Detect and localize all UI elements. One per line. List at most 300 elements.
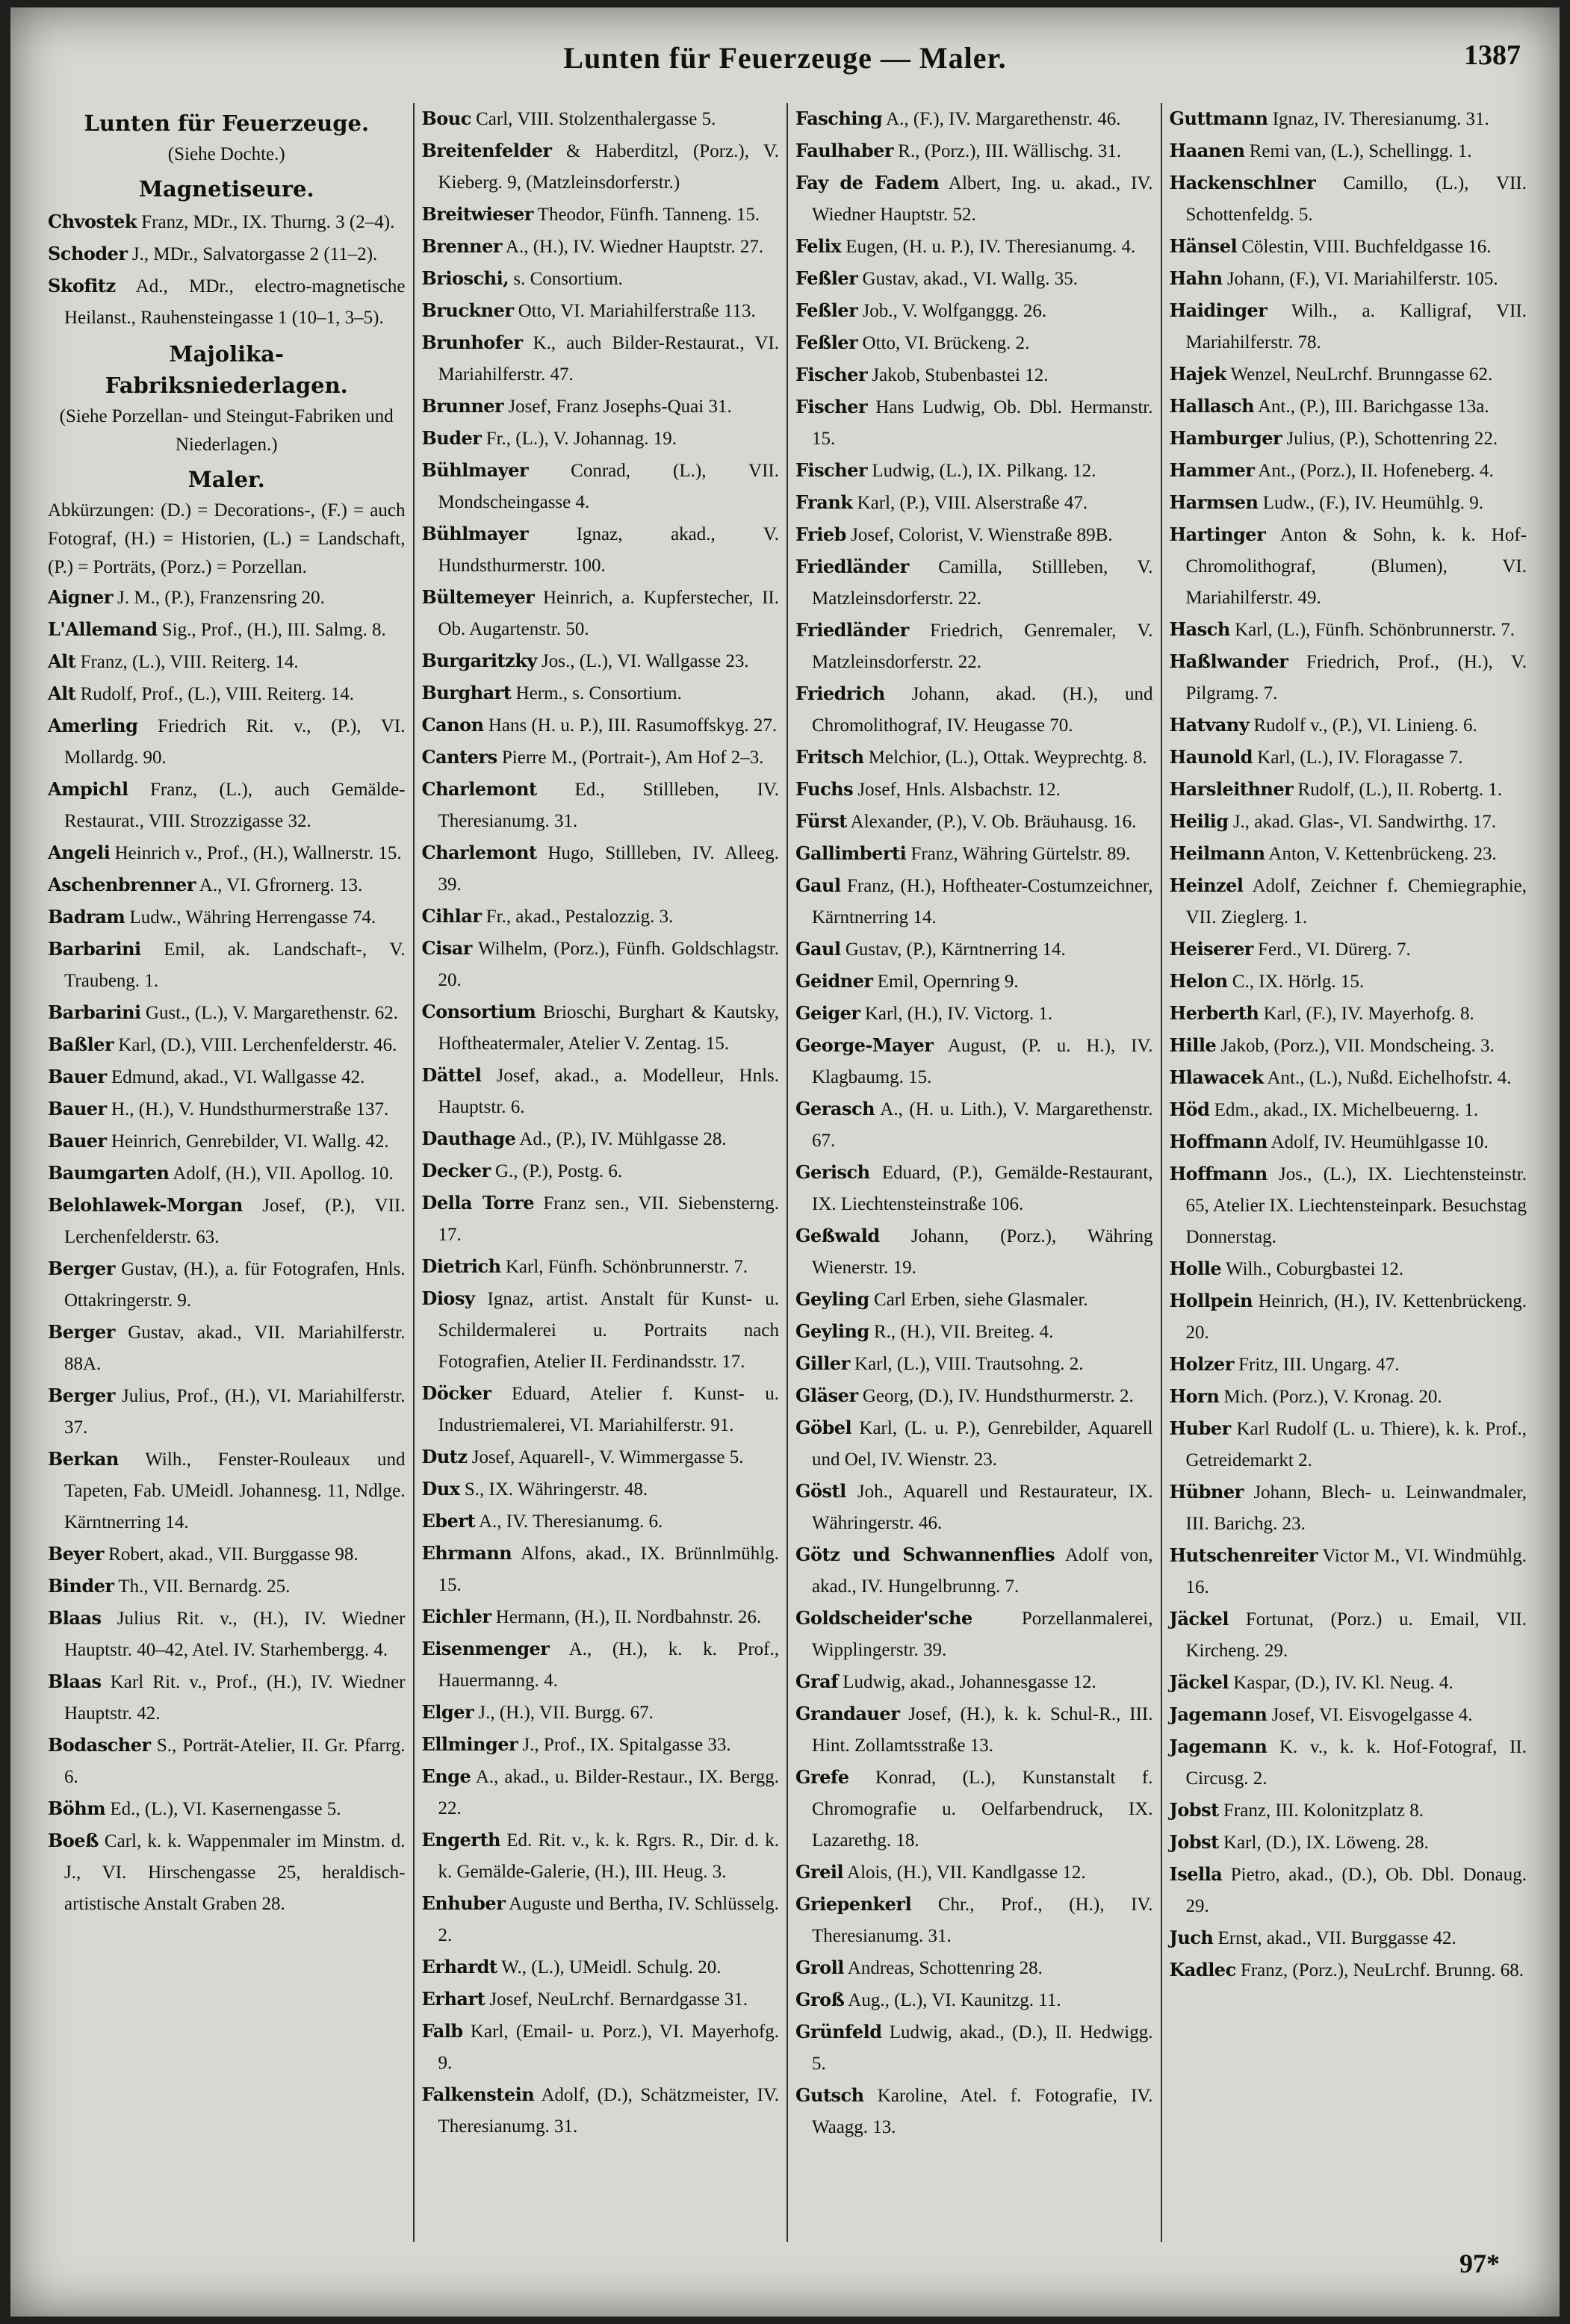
- directory-entry: [48, 206, 406, 238]
- directory-entry: [1170, 1030, 1527, 1062]
- cross-reference-note: (Siehe Porzellan- und Steingut-Fabriken und Niederlagen.): [59, 406, 394, 455]
- entry-details: Carl, k. k. Wappenmaler im Minstm. d. J., VI. Hirschengasse 25, heraldisch-artistische Anstalt Graben 28.: [64, 1831, 406, 1914]
- directory-entry: [48, 238, 406, 270]
- entry-details: A., VI. Gfrornerg. 13.: [195, 875, 363, 895]
- directory-entry: [795, 998, 1153, 1030]
- directory-entry: [1170, 933, 1527, 966]
- entry-name: Frank: [795, 491, 853, 513]
- directory-entry: [795, 1539, 1153, 1603]
- section-heading: Majolika-Fabriksniederlagen.: [105, 341, 348, 398]
- directory-entry: [422, 1729, 780, 1761]
- entry-details: Alfons, akad., IX. Brünnlmühlg. 15.: [438, 1544, 779, 1595]
- directory-entry: [795, 1476, 1153, 1539]
- entry-details: Sig., Prof., (H.), III. Salmg. 8.: [157, 620, 386, 640]
- entry-name: Charlemont: [421, 778, 537, 800]
- directory-entry: [795, 2080, 1153, 2143]
- entry-name: Elger: [421, 1701, 474, 1723]
- directory-entry: [795, 455, 1153, 487]
- entry-name: Götz und Schwannenflies: [795, 1544, 1055, 1565]
- entry-details: & Haberditzl, (Porz.), V. Kieberg. 9, (Matzleinsdorferstr.): [438, 141, 779, 193]
- directory-entry: [795, 1412, 1153, 1476]
- directory-entry: [422, 1697, 780, 1729]
- entry-details: August, (P. u. H.), IV. Klagbaumg. 15.: [812, 1036, 1153, 1087]
- directory-entry: [422, 1441, 780, 1473]
- directory-entry: [795, 615, 1153, 678]
- entry-details: Karl, (L.), Fünfh. Schönbrunnerstr. 7.: [1229, 620, 1515, 640]
- directory-entry: [422, 1187, 780, 1251]
- directory-entry: [795, 678, 1153, 742]
- directory-entry: [48, 837, 406, 869]
- entry-name: Blaas: [48, 1671, 102, 1692]
- directory-entry: [795, 1093, 1153, 1157]
- entry-name: Höd: [1169, 1099, 1210, 1120]
- entry-name: Hackenschlner: [1169, 172, 1316, 193]
- entry-details: Franz, (Porz.), NeuLrchf. Brunng. 68.: [1235, 1960, 1524, 1980]
- entry-details: Gustav, akad., VI. Wallg. 35.: [857, 269, 1078, 289]
- entry-details: Ludwig, akad., Johannesgasse 12.: [838, 1672, 1096, 1692]
- entry-name: Dättel: [421, 1064, 482, 1086]
- entry-name: Boeß: [48, 1830, 99, 1851]
- entry-details: Anton, V. Kettenbrückeng. 23.: [1265, 844, 1497, 864]
- directory-entry: [1170, 1795, 1527, 1827]
- entry-details: Remi van, (L.), Schellingg. 1.: [1244, 141, 1472, 161]
- entry-details: Fr., akad., Pestalozzig. 3.: [481, 907, 674, 927]
- directory-entry: [795, 1348, 1153, 1380]
- entry-details: Ignaz, artist. Anstalt für Kunst- u. Schildermalerei u. Portraits nach Fotografien, Atelier II. Ferdinandsstr. 17.: [438, 1289, 779, 1372]
- entry-name: Faulhaber: [795, 140, 894, 161]
- entry-details: Joh., Aquarell und Restaurateur, IX. Währingerstr. 46.: [812, 1482, 1153, 1533]
- entry-details: Franz, III. Kolonitzplatz 8.: [1218, 1801, 1424, 1821]
- entry-details: Gust., (L.), V. Margarethenstr. 62.: [140, 1003, 399, 1023]
- entry-details: Th., VII. Bernardg. 25.: [114, 1576, 291, 1597]
- entry-details: Gustav, akad., VII. Mariahilferstr. 88A.: [64, 1323, 406, 1374]
- entry-name: Cisar: [421, 937, 472, 959]
- directory-entry: [1170, 1349, 1527, 1381]
- entry-name: Haßlwander: [1169, 650, 1288, 672]
- entry-details: Gustav, (P.), Kärntnerring 14.: [840, 939, 1066, 960]
- directory-entry: [422, 1283, 780, 1378]
- directory-entry: [1170, 1062, 1527, 1094]
- directory-entry: [795, 1030, 1153, 1093]
- entry-name: Griepenkerl: [795, 1893, 912, 1915]
- directory-entry: [48, 270, 406, 334]
- entry-details: s. Consortium.: [509, 269, 623, 289]
- entry-details: Josef, Franz Josephs-Quai 31.: [503, 397, 732, 417]
- entry-name: Fritsch: [795, 746, 864, 768]
- entry-name: Engerth: [421, 1829, 500, 1851]
- directory-entry: [48, 1570, 406, 1603]
- running-head: Lunten für Feuerzeuge — Maler.: [563, 41, 1007, 75]
- entry-details: Jos., (L.), IX. Liechtensteinstr. 65, Atelier IX. Liechtensteinpark. Besuchstag Donnerstag.: [1185, 1164, 1527, 1247]
- directory-entry: [422, 1251, 780, 1283]
- directory-entry: [795, 1284, 1153, 1316]
- columns: [40, 103, 1534, 2242]
- column-1: [40, 103, 415, 2242]
- entry-details: Adolf von, akad., IV. Hungelbrunng. 7.: [812, 1545, 1153, 1597]
- directory-entry: [422, 1060, 780, 1123]
- entry-details: Franz, (L.), auch Gemälde-Restaurat., VIII. Strozzigasse 32.: [64, 780, 406, 831]
- entry-name: Gaul: [795, 874, 841, 896]
- directory-entry: [795, 551, 1153, 615]
- entry-name: Haidinger: [1169, 299, 1268, 321]
- entry-details: Albert, Ing. u. akad., IV. Wiedner Hauptstr. 52.: [812, 173, 1153, 225]
- directory-entry: [1170, 646, 1527, 709]
- entry-name: Fuchs: [795, 778, 854, 800]
- directory-entry: [422, 327, 780, 391]
- entry-details: Adolf, (H.), VII. Apollog. 10.: [169, 1163, 394, 1184]
- entry-name: Haunold: [1169, 746, 1253, 768]
- entry-details: Ignaz, IV. Theresianumg. 31.: [1268, 109, 1489, 129]
- entry-details: J. M., (P.), Franzensring 20.: [112, 588, 325, 608]
- entry-details: Ferd., VI. Dürerg. 7.: [1253, 939, 1411, 960]
- directory-entry: [1170, 870, 1527, 933]
- directory-entry: [795, 167, 1153, 231]
- entry-details: Karl, (D.), VIII. Lerchenfelderstr. 46.: [114, 1035, 397, 1055]
- entry-details: Jos., (L.), VI. Wallgasse 23.: [536, 651, 749, 671]
- directory-entry: [795, 1952, 1153, 1984]
- entry-details: Adolf, Zeichner f. Chemiegraphie, VII. Zieglerg. 1.: [1185, 876, 1527, 928]
- entry-name: Dutz: [421, 1446, 468, 1467]
- directory-entry: [48, 901, 406, 933]
- page-footer: [10, 2242, 1560, 2287]
- directory-entry: [1170, 487, 1527, 519]
- entry-details: Franz, Währing Gürtelstr. 89.: [906, 844, 1131, 864]
- entry-name: Ebert: [421, 1510, 476, 1532]
- directory-entry: [48, 1029, 406, 1061]
- directory-entry: [422, 423, 780, 455]
- entry-name: Hammer: [1169, 459, 1255, 481]
- entry-details: Edm., akad., IX. Michelbeuerng. 1.: [1209, 1100, 1479, 1120]
- entry-details: Karl, (F.), IV. Mayerhofg. 8.: [1259, 1004, 1474, 1024]
- entry-name: Dauthage: [421, 1128, 516, 1149]
- entry-name: Erhart: [421, 1988, 485, 2010]
- directory-entry: [795, 1316, 1153, 1348]
- entry-details: Karl, (L.), IV. Floragasse 7.: [1253, 748, 1463, 768]
- directory-entry: [1170, 1285, 1527, 1349]
- entry-name: Jagemann: [1169, 1736, 1268, 1757]
- directory-entry: [422, 135, 780, 199]
- entry-name: Cihlar: [421, 905, 482, 927]
- entry-name: Gläser: [795, 1385, 858, 1406]
- entry-details: Robert, akad., VII. Burggasse 98.: [103, 1544, 359, 1565]
- entry-name: Aschenbrenner: [48, 874, 196, 895]
- entry-name: Berger: [48, 1385, 115, 1406]
- directory-entry: [795, 742, 1153, 774]
- entry-details: Karl Rudolf (L. u. Thiere), k. k. Prof., Getreidemarkt 2.: [1185, 1419, 1527, 1470]
- directory-entry: [1170, 966, 1527, 998]
- entry-details: Franz, (L.), VIII. Reiterg. 14.: [75, 652, 299, 672]
- directory-entry: [48, 1793, 406, 1825]
- directory-entry: [795, 1889, 1153, 1952]
- directory-entry: [422, 1538, 780, 1601]
- entry-details: J., MDr., Salvatorgasse 2 (11–2).: [127, 244, 378, 264]
- directory-entry: [1170, 998, 1527, 1030]
- entry-details: A., (H. u. Lith.), V. Margarethenstr. 67.: [812, 1099, 1153, 1151]
- entry-name: Gerisch: [795, 1161, 870, 1183]
- directory-entry: [48, 1825, 406, 1920]
- entry-details: Hans Ludwig, Ob. Dbl. Hermanstr. 15.: [812, 397, 1153, 449]
- entry-details: Jakob, Stubenbastei 12.: [867, 365, 1049, 385]
- entry-name: L'Allemand: [48, 618, 158, 640]
- entry-details: Chr., Prof., (H.), IV. Theresianumg. 31.: [812, 1895, 1153, 1946]
- entry-name: Harsleithner: [1169, 778, 1294, 800]
- directory-entry: [1170, 391, 1527, 423]
- entry-details: Camillo, (L.), VII. Schottenfeldg. 5.: [1185, 173, 1527, 225]
- directory-entry: [1170, 742, 1527, 774]
- entry-name: Dux: [421, 1478, 460, 1500]
- entry-name: Groß: [795, 1989, 845, 2010]
- directory-entry: [48, 1444, 406, 1538]
- entry-details: Camilla, Stillleben, V. Matzleinsdorferstr. 22.: [812, 557, 1153, 609]
- entry-details: Ernst, akad., VII. Burggasse 42.: [1213, 1928, 1456, 1948]
- entry-details: Adolf, (D.), Schätzmeister, IV. Theresianumg. 31.: [438, 2085, 779, 2137]
- entry-details: W., (L.), UMeidl. Schulg. 20.: [497, 1957, 722, 1977]
- directory-entry: [422, 2016, 780, 2079]
- entry-name: Buder: [421, 427, 482, 449]
- directory-entry: [1170, 1476, 1527, 1540]
- entry-name: Hatvany: [1169, 714, 1250, 736]
- entry-details: Ludwig, akad., (D.), II. Hedwigg. 5.: [812, 2022, 1153, 2074]
- entry-details: Karl, (L. u. P.), Genrebilder, Aquarell und Oel, IV. Wienstr. 23.: [812, 1418, 1153, 1470]
- entry-name: Heilig: [1169, 810, 1229, 832]
- entry-name: Heiserer: [1169, 938, 1253, 960]
- entry-name: Eisenmenger: [421, 1638, 550, 1659]
- entry-name: Brunhofer: [421, 332, 523, 353]
- entry-name: Breitwieser: [421, 203, 533, 225]
- entry-details: Hugo, Stillleben, IV. Alleeg. 39.: [438, 843, 779, 895]
- entry-details: Mich. (Porz.), V. Kronag. 20.: [1219, 1387, 1442, 1407]
- entry-details: Ludw., Währing Herrengasse 74.: [125, 907, 376, 928]
- directory-entry: [422, 455, 780, 518]
- entry-details: Friedrich, Prof., (H.), V. Pilgramg. 7.: [1185, 652, 1527, 703]
- directory-entry: [422, 645, 780, 677]
- directory-entry: [795, 1762, 1153, 1857]
- entry-details: J., akad. Glas-, VI. Sandwirthg. 17.: [1228, 812, 1497, 832]
- directory-entry: [422, 2079, 780, 2143]
- entry-name: Ehrmann: [421, 1542, 512, 1564]
- entry-details: Franz, MDr., IX. Thurng. 3 (2–4).: [137, 212, 395, 232]
- entry-name: Böhm: [48, 1798, 106, 1819]
- section-heading: Magnetiseure.: [138, 176, 314, 202]
- entry-name: Badram: [48, 906, 125, 928]
- entry-name: Barbarini: [48, 1001, 141, 1023]
- entry-name: Heinzel: [1169, 874, 1244, 896]
- directory-entry: [48, 774, 406, 837]
- entry-name: Consortium: [421, 1001, 536, 1022]
- entry-name: Della Torre: [421, 1192, 534, 1214]
- directory-entry: [422, 1951, 780, 1983]
- directory-entry: [795, 295, 1153, 327]
- entry-name: Ampichl: [48, 778, 128, 800]
- entry-details: Jakob, (Porz.), VII. Mondscheing. 3.: [1216, 1036, 1495, 1056]
- entry-name: Fischer: [795, 396, 868, 417]
- directory-entry: [422, 199, 780, 231]
- entry-name: Geyling: [795, 1288, 869, 1310]
- directory-entry: [1170, 1126, 1527, 1158]
- entry-name: Alt: [48, 650, 76, 672]
- entry-details: Josef, (P.), VII. Lerchenfelderstr. 63.: [64, 1196, 406, 1247]
- entry-details: Eugen, (H. u. P.), IV. Theresianumg. 4.: [841, 237, 1136, 257]
- entry-details: Adolf, IV. Heumühlgasse 10.: [1267, 1132, 1489, 1152]
- entry-name: Jobst: [1169, 1799, 1219, 1821]
- entry-details: C., IX. Hörlg. 15.: [1227, 972, 1365, 992]
- entry-name: Angeli: [48, 842, 111, 863]
- page-number: 1387: [1464, 40, 1521, 71]
- column-2: [415, 103, 789, 2242]
- entry-name: Berger: [48, 1321, 115, 1343]
- directory-entry: [795, 359, 1153, 391]
- directory-entry: [1170, 1699, 1527, 1731]
- section-heading: Maler.: [187, 467, 265, 492]
- entry-name: Erhardt: [421, 1956, 497, 1977]
- entry-details: Cölestin, VIII. Buchfeldgasse 16.: [1237, 237, 1492, 257]
- entry-name: Gaul: [795, 938, 841, 960]
- entry-name: Amerling: [48, 715, 138, 736]
- entry-details: Carl, VIII. Stolzenthalergasse 5.: [471, 109, 716, 129]
- directory-entry: [48, 933, 406, 997]
- entry-details: Wilh., Fenster-Rouleaux und Tapeten, Fab. UMeidl. Johannesg. 11, Ndlge. Kärntnerring 14.: [64, 1450, 406, 1532]
- entry-details: Gustav, (H.), a. für Fotografen, Hnls. Ottakringerstr. 9.: [64, 1259, 406, 1311]
- entry-details: Josef, Hnls. Alsbachstr. 12.: [853, 780, 1061, 800]
- entry-details: Heinrich, (H.), IV. Kettenbrückeng. 20.: [1185, 1291, 1527, 1343]
- entry-details: Pierre M., (Portrait-), Am Hof 2–3.: [497, 748, 764, 768]
- entry-name: Friedrich: [795, 683, 885, 704]
- entry-details: Ed., (L.), VI. Kasernengasse 5.: [105, 1799, 341, 1819]
- entry-name: Schoder: [48, 243, 128, 264]
- directory-entry: [1170, 1731, 1527, 1795]
- entry-details: Otto, VI. Brückeng. 2.: [857, 333, 1030, 353]
- cross-reference-note: (Siehe Dochte.): [167, 144, 285, 164]
- entry-details: Hermann, (H.), II. Nordbahnstr. 26.: [491, 1607, 762, 1627]
- directory-entry: [48, 1125, 406, 1158]
- directory-entry: [48, 1190, 406, 1253]
- directory-entry: [48, 582, 406, 614]
- entry-name: Bauer: [48, 1066, 107, 1087]
- entry-name: Jäckel: [1169, 1608, 1229, 1629]
- entry-details: Johann, (F.), VI. Mariahilferstr. 105.: [1222, 269, 1498, 289]
- entry-details: Fritz, III. Ungarg. 47.: [1233, 1355, 1400, 1375]
- entry-details: Ed., Stillleben, IV. Theresianumg. 31.: [438, 780, 779, 831]
- entry-name: Döcker: [421, 1382, 491, 1404]
- entry-name: Diosy: [421, 1287, 475, 1309]
- entry-name: Hahn: [1169, 267, 1223, 289]
- entry-details: Josef, Aquarell-, V. Wimmergasse 5.: [467, 1447, 744, 1467]
- entry-details: Heinrich, a. Kupferstecher, II. Ob. Augartenstr. 50.: [438, 588, 779, 639]
- directory-entry: [422, 582, 780, 645]
- directory-entry: [795, 231, 1153, 263]
- entry-details: Johann, Blech- u. Leinwandmaler, III. Barichg. 23.: [1185, 1482, 1527, 1534]
- entry-name: Giller: [795, 1352, 850, 1374]
- entry-details: Aug., (L.), VI. Kaunitzg. 11.: [844, 1990, 1061, 2010]
- directory-entry: [422, 933, 780, 996]
- entry-details: Emil, Opernring 9.: [872, 972, 1019, 992]
- entry-name: George-Mayer: [795, 1034, 934, 1056]
- entry-name: Hartinger: [1169, 523, 1266, 545]
- directory-entry: [1170, 774, 1527, 806]
- directory-entry: [1170, 358, 1527, 391]
- entry-name: Graf: [795, 1671, 839, 1692]
- directory-entry: [422, 837, 780, 901]
- directory-entry: [1170, 1922, 1527, 1954]
- entry-details: K. v., k. k. Hof-Fotograf, II. Circusg. 2.: [1185, 1737, 1527, 1789]
- entry-name: Huber: [1169, 1417, 1231, 1439]
- entry-name: Grandauer: [795, 1703, 900, 1724]
- entry-details: Auguste und Bertha, IV. Schlüsselg. 2.: [438, 1894, 779, 1945]
- entry-details: Johann, akad. (H.), und Chromolithograf, IV. Heugasse 70.: [812, 684, 1153, 736]
- directory-entry: [422, 1155, 780, 1187]
- entry-name: Bruckner: [421, 299, 514, 321]
- directory-entry: [422, 774, 780, 837]
- entry-name: Frieb: [795, 523, 846, 545]
- entry-details: Franz, (H.), Hoftheater-Costumzeichner, Kärntnerring 14.: [812, 876, 1153, 928]
- directory-entry: [1170, 263, 1527, 295]
- entry-details: Friedrich, Genremaler, V. Matzleinsdorferstr. 22.: [812, 621, 1153, 672]
- entry-name: Bühlmayer: [421, 523, 529, 544]
- entry-details: Karl, (P.), VIII. Alserstraße 47.: [852, 493, 1088, 513]
- entry-name: Hollpein: [1169, 1290, 1253, 1311]
- entry-details: Brioschi, Burghart & Kautsky, Hoftheatermaler, Atelier V. Zentag. 15.: [438, 1002, 779, 1054]
- directory-entry: [422, 1123, 780, 1155]
- entry-details: Pietro, akad., (D.), Ob. Dbl. Donaug. 29.: [1185, 1865, 1527, 1916]
- page-header: [10, 7, 1560, 103]
- entry-name: Holzer: [1169, 1353, 1234, 1375]
- entry-name: Göbel: [795, 1417, 852, 1438]
- entry-name: Eichler: [421, 1606, 491, 1627]
- entry-name: Canters: [421, 746, 497, 768]
- directory-entry: [1170, 295, 1527, 358]
- entry-name: Bauer: [48, 1098, 107, 1119]
- directory-entry: [1170, 1603, 1527, 1667]
- entry-name: Berkan: [48, 1448, 119, 1470]
- entry-name: Dietrich: [421, 1255, 501, 1277]
- directory-entry: [422, 1378, 780, 1441]
- entry-name: Bouc: [421, 108, 471, 129]
- entry-details: Ant., (L.), Nußd. Eichelhofstr. 4.: [1263, 1068, 1512, 1088]
- directory-entry: [795, 1380, 1153, 1412]
- entry-name: Jobst: [1169, 1831, 1219, 1853]
- directory-entry: [795, 1666, 1153, 1698]
- entry-name: Jagemann: [1169, 1703, 1268, 1725]
- directory-entry: [795, 2016, 1153, 2080]
- entry-name: Charlemont: [421, 842, 537, 863]
- entry-details: Josef, (H.), k. k. Schul-R., III. Hint. Zollamtsstraße 13.: [812, 1704, 1153, 1756]
- directory-entry: [1170, 103, 1527, 135]
- directory-entry: [48, 1666, 406, 1730]
- directory-entry: [1170, 231, 1527, 263]
- directory-entry: [48, 710, 406, 774]
- directory-entry: [795, 487, 1153, 519]
- entry-name: Burghart: [421, 682, 512, 703]
- entry-details: Ad., (P.), IV. Mühlgasse 28.: [515, 1129, 727, 1149]
- directory-entry: [422, 1983, 780, 2016]
- entry-name: Bauer: [48, 1130, 107, 1152]
- entry-name: Feßler: [795, 267, 858, 289]
- entry-name: Fürst: [795, 810, 847, 832]
- entry-details: Hans (H. u. P.), III. Rasumoffskyg. 27.: [483, 715, 778, 736]
- directory-entry: [1170, 1859, 1527, 1922]
- entry-name: Binder: [48, 1575, 114, 1597]
- entry-details: S., IX. Währingerstr. 48.: [459, 1479, 648, 1500]
- entry-details: Ad., MDr., electro-magnetische Heilanst., Rauhensteingasse 1 (10–1, 3–5).: [64, 276, 406, 328]
- entry-details: Johann, (Porz.), Währing Wienerstr. 19.: [812, 1226, 1153, 1278]
- entry-details: S., Porträt-Atelier, II. Gr. Pfarrg. 6.: [64, 1736, 406, 1787]
- entry-details: A., (H.), k. k. Prof., Hauermanng. 4.: [438, 1639, 779, 1691]
- directory-entry: [795, 327, 1153, 359]
- entry-details: Porzellanmalerei, Wipplingerstr. 39.: [812, 1609, 1153, 1660]
- entry-name: Geßwald: [795, 1225, 880, 1246]
- entry-name: Enhuber: [421, 1892, 506, 1914]
- entry-name: Hlawacek: [1169, 1066, 1264, 1088]
